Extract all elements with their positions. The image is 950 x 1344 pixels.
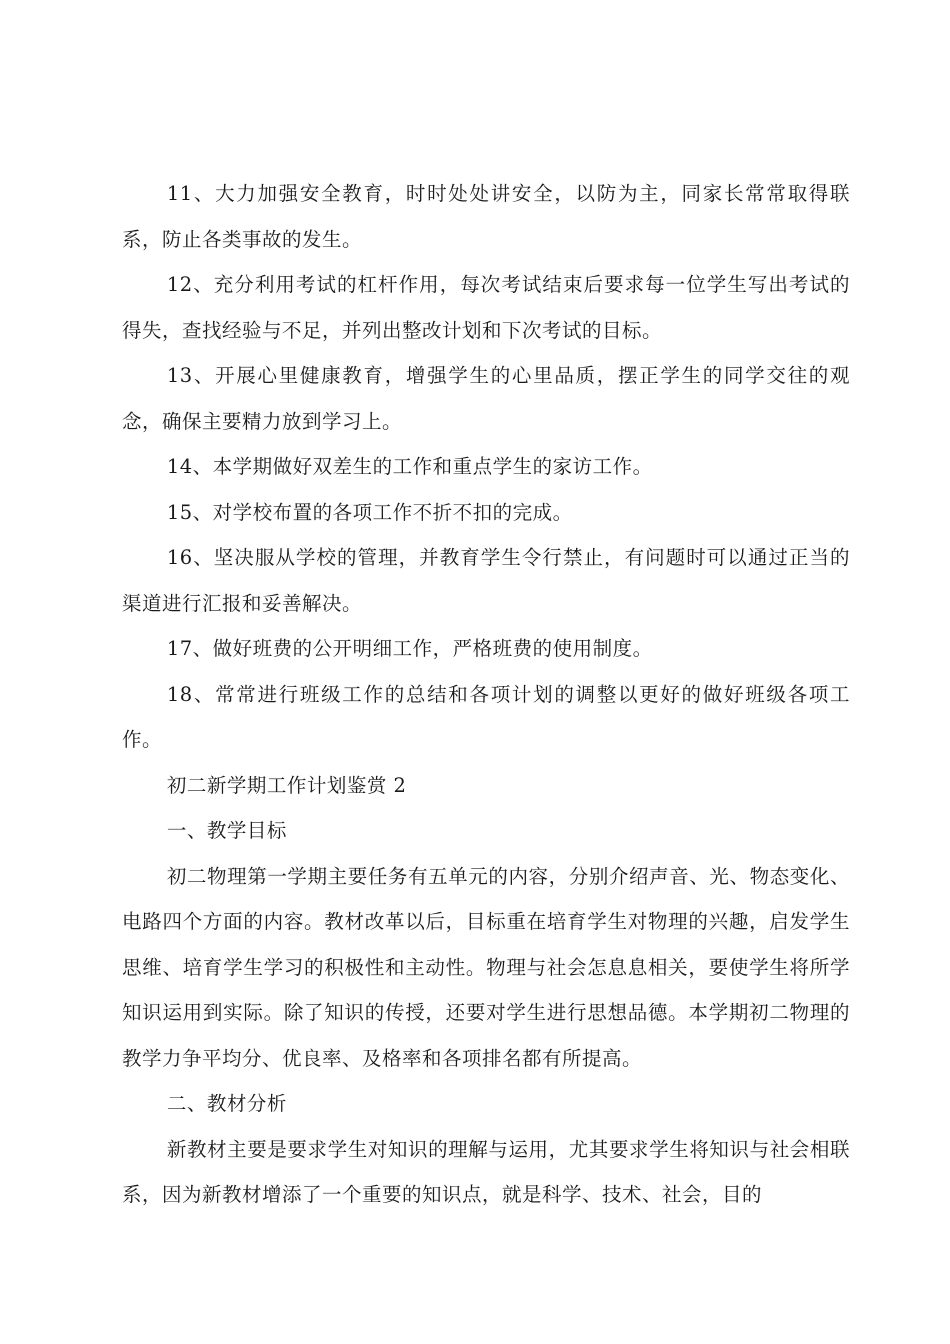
section-title: 初二新学期工作计划鉴赏 2 bbox=[166, 773, 407, 797]
paragraph-item-18: 18、常常进行班级工作的总结和各项计划的调整以更好的做好班级各项工作。 bbox=[122, 682, 850, 751]
paragraph-item-14: 14、本学期做好双差生的工作和重点学生的家访工作。 bbox=[166, 455, 653, 478]
paragraph-item-16: 16、坚决服从学校的管理，并教育学生令行禁止，有问题时可以通过正当的渠道进行汇报和妥善解决。 bbox=[122, 546, 850, 615]
paragraph-item-11: 11、大力加强安全教育，时时处处讲安全，以防为主，同家长常常取得联系，防止各类事故的发生。 bbox=[122, 182, 850, 251]
paragraph-item-13: 13、开展心里健康教育，增强学生的心里品质，摆正学生的同学交往的观念，确保主要精力放到学习上。 bbox=[122, 364, 850, 433]
paragraph-item-15: 15、对学校布置的各项工作不折不扣的完成。 bbox=[166, 500, 573, 524]
paragraph-item-17: 17、做好班费的公开明细工作，严格班费的使用制度。 bbox=[166, 637, 653, 660]
document-body bbox=[122, 171, 850, 1218]
paragraph-textbook-analysis: 新教材主要是要求学生对知识的理解与运用，尤其要求学生将知识与社会相联系，因为新教材增添了一个重要的知识点，就是科学、技术、社会，目的 bbox=[122, 1137, 850, 1206]
paragraph-item-12: 12、充分利用考试的杠杆作用，每次考试结束后要求每一位学生写出考试的得失，查找经验与不足，并列出整改计划和下次考试的目标。 bbox=[122, 273, 850, 342]
paragraph-teaching-goals: 初二物理第一学期主要任务有五单元的内容，分别介绍声音、光、物态变化、电路四个方面的内容。教材改革以后，目标重在培育学生对物理的兴趣，启发学生思维、培育学生学习的积极性和主动性。物理与社会怎息息相关，要使学生将所学知识运用到实际。除了知识的传授，还要对学生进行思想品德。本学期初二物理的教学力争平均分、优良率、及格率和各项排名都有所提高。 bbox=[122, 864, 850, 1070]
heading-teaching-goals: 一、教学目标 bbox=[166, 819, 287, 842]
heading-textbook-analysis: 二、教材分析 bbox=[166, 1092, 287, 1115]
